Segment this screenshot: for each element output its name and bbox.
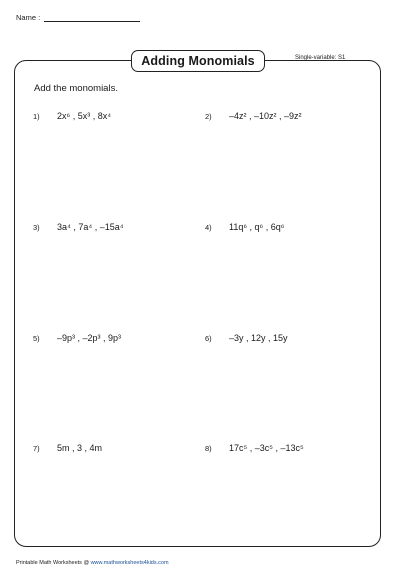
problem-terms: –9p³ , –2p³ , 9p³ xyxy=(57,333,122,343)
problem-number: 8) xyxy=(205,444,212,453)
name-field xyxy=(16,13,140,22)
problem-number: 3) xyxy=(33,223,40,232)
footer-label: Printable Math Worksheets @ xyxy=(16,560,91,566)
problem-terms: –4z² , –10z² , –9z² xyxy=(229,111,302,121)
problem-terms: 11q⁶ , q⁶ , 6q⁶ xyxy=(229,222,285,232)
problem-5 xyxy=(33,333,121,343)
problem-terms: 17c⁵ , –3c⁵ , –13c⁵ xyxy=(229,443,304,453)
footer-link[interactable]: www.mathworksheets4kids.com xyxy=(90,560,169,566)
variant-label: Single-variable: S1 xyxy=(295,55,346,61)
instructions: Add the monomials. xyxy=(34,83,118,94)
problem-1 xyxy=(33,111,111,121)
problem-number: 1) xyxy=(33,112,40,121)
problem-terms: 2x⁶ , 5x³ , 8x⁴ xyxy=(57,111,112,121)
worksheet-frame xyxy=(14,60,381,547)
worksheet-title xyxy=(131,50,265,72)
problem-number: 7) xyxy=(33,444,40,453)
problem-7 xyxy=(33,443,102,453)
problem-6 xyxy=(205,333,288,343)
problem-terms: –3y , 12y , 15y xyxy=(229,333,288,343)
problem-terms: 3a⁴ , 7a⁴ , –15a⁴ xyxy=(57,222,124,232)
problem-4 xyxy=(205,222,284,232)
problem-number: 4) xyxy=(205,223,212,232)
problem-number: 5) xyxy=(33,334,40,343)
problem-number: 6) xyxy=(205,334,212,343)
problem-8 xyxy=(205,443,304,453)
problem-2 xyxy=(205,111,302,121)
name-blank-line[interactable] xyxy=(44,13,140,22)
problem-number: 2) xyxy=(205,112,212,121)
title-text: Adding Monomials xyxy=(141,54,255,68)
problem-terms: 5m , 3 , 4m xyxy=(57,443,103,453)
problem-3 xyxy=(33,222,124,232)
footer xyxy=(16,560,169,566)
name-label: Name : xyxy=(16,13,41,22)
